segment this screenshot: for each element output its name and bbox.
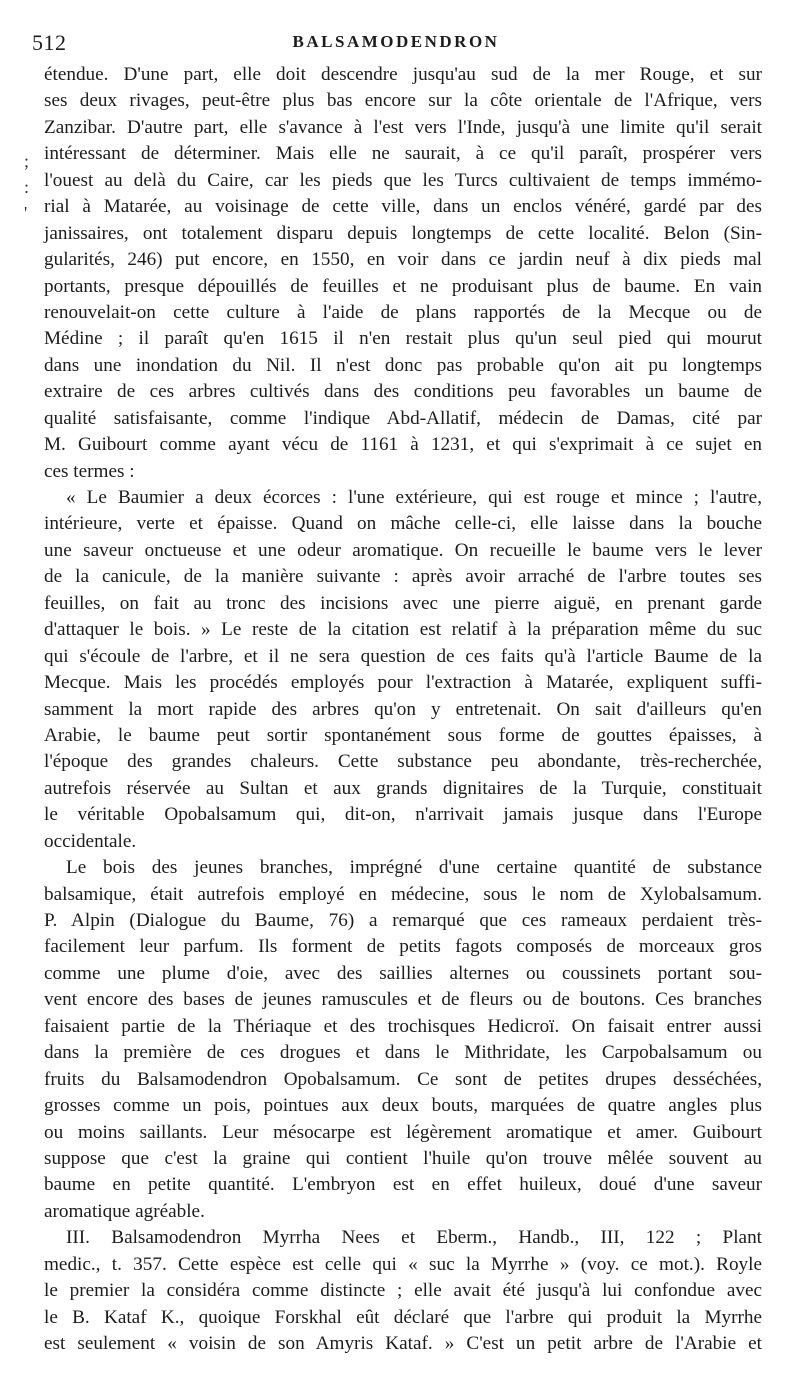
- margin-mark: ;: [24, 151, 30, 171]
- text-line: suppose que c'est la graine qui contient l'huile qu'on trouve mêlée souvent au: [44, 1147, 762, 1169]
- text-line: Mecque. Mais les procédés employés pour l'extraction à Matarée, expliquent suffi-: [44, 672, 762, 694]
- text-line: P. Alpin (Dialogue du Baume, 76) a remarqué que ces rameaux perdaient très-: [44, 910, 762, 931]
- text-line: d'attaquer le bois. » Le reste de la citation est relatif à la préparation même du suc: [44, 619, 762, 641]
- text-line: gularités, 246) put encore, en 1550, en voir dans ce jardin neuf à dix pieds mal: [44, 249, 762, 271]
- page-number: 512: [32, 30, 67, 55]
- text-line: facilement leur parfum. Ils forment de petits fagots composés de morceaux gros: [44, 936, 762, 958]
- text-line: baume en petite quantité. L'embryon est en effet huileux, doué d'une saveur: [44, 1174, 762, 1196]
- margin-mark: ': [24, 203, 28, 223]
- text-line: renouvelait-on cette culture à l'aide de plans rapportés de la Mecque ou de: [44, 301, 762, 323]
- text-line: Médine ; il paraît qu'en 1615 il n'en restait plus qu'un seul pied qui mourut: [44, 328, 762, 350]
- text-line: fruits du Balsamodendron Opobalsamum. Ce sont de petites drupes desséchées,: [44, 1068, 762, 1090]
- text-line: le B. Kataf K., quoique Forskhal eût déclaré que l'arbre qui produit la Myrrhe: [44, 1306, 762, 1328]
- text-line: aromatique agréable.: [44, 1200, 205, 1222]
- text-line: balsamique, était autrefois employé en médecine, sous le nom de Xylobalsamum.: [44, 883, 762, 905]
- text-line: le véritable Opobalsamum qui, dit-on, n'arrivait jamais jusque dans l'Europe: [44, 804, 762, 826]
- text-line: M. Guibourt comme ayant vécu de 1161 à 1231, et qui s'exprimait à ce sujet en: [44, 434, 762, 456]
- text-line: dans une inondation du Nil. Il n'est donc pas probable qu'on ait pu longtemps: [44, 354, 762, 376]
- text-line: qui s'écoule de l'arbre, et il ne sera question de ces faits qu'à l'article Baume de la: [44, 645, 762, 667]
- text-line: feuilles, on fait au tronc des incisions avec une pierre aiguë, en prenant garde: [44, 592, 762, 614]
- text-line: dans la première de ces drogues et dans le Mithridate, les Carpobalsamum ou: [44, 1042, 762, 1064]
- running-title: BALSAMODENDRON: [292, 32, 500, 51]
- text-line: ces termes :: [44, 460, 135, 482]
- text-line: autrefois réservée au Sultan et aux grands dignitaires de la Turquie, constituait: [44, 777, 762, 799]
- text-line: ses deux rivages, peut-être plus bas encore sur la côte orientale de l'Afrique, vers: [44, 90, 762, 112]
- margin-annotations: [24, 148, 29, 226]
- text-line: Arabie, le baume peut sortir spontanément sous forme de gouttes épaisses, à: [44, 724, 762, 746]
- text-line: le premier la considéra comme distincte ; elle avait été jusqu'à lui confondue avec: [44, 1280, 762, 1302]
- text-line: une saveur onctueuse et une odeur aromatique. On recueille le baume vers le lever: [44, 539, 762, 561]
- text-line: janissaires, ont totalement disparu depuis longtemps de cette localité. Belon (Sin-: [44, 222, 762, 244]
- text-line: l'ouest au delà du Caire, car les pieds que les Turcs cultivaient de temps immémo-: [44, 169, 762, 191]
- text-line: portants, presque dépouillés de feuilles et ne produisant plus de baume. En vain: [44, 275, 762, 297]
- text-line: comme une plume d'oie, avec des saillies alternes ou coussinets portant sou-: [44, 962, 762, 984]
- text-line: Le bois des jeunes branches, imprégné d'une certaine quantité de substance: [66, 857, 762, 879]
- text-line: qualité satisfaisante, comme l'indique Abd-Allatif, médecin de Damas, cité par: [44, 407, 762, 429]
- text-line: grosses comme un pois, pointues aux deux bouts, marquées de quatre angles plus: [44, 1095, 762, 1117]
- text-line: medic., t. 357. Cette espèce est celle qui « suc la Myrrhe » (voy. ce mot.). Royle: [44, 1253, 762, 1275]
- page-header: [32, 30, 760, 56]
- text-line: est seulement « voisin de son Amyris Kataf. » C'est un petit arbre de l'Arabie et: [44, 1333, 762, 1354]
- text-line: faisaient partie de la Thériaque et des trochisques Hedicroï. On faisait entrer aussi: [44, 1015, 762, 1037]
- text-line: ou moins saillants. Leur mésocarpe est légèrement aromatique et amer. Guibourt: [44, 1121, 762, 1143]
- text-line: intéressant de déterminer. Mais elle ne saurait, à ce qu'il paraît, prospérer vers: [44, 143, 762, 165]
- text-line: intérieure, verte et épaisse. Quand on mâche celle-ci, elle laisse dans la bouche: [44, 513, 762, 535]
- text-line: occidentale.: [44, 830, 137, 852]
- body-text: [44, 62, 762, 1357]
- text-line: étendue. D'une part, elle doit descendre jusqu'au sud de la mer Rouge, et sur: [44, 64, 762, 85]
- text-line: extraire de ces arbres cultivés dans des conditions peu favorables un baume de: [44, 381, 762, 403]
- text-line: « Le Baumier a deux écorces : l'une extérieure, qui est rouge et mince ; l'autre,: [66, 487, 762, 508]
- text-line: Zanzibar. D'autre part, elle s'avance à l'est vers l'Inde, jusqu'à une limite qu'il serait: [44, 116, 762, 138]
- margin-mark: :: [24, 177, 30, 197]
- text-line: rial à Matarée, au voisinage de cette ville, dans un enclos vénéré, gardé par des: [44, 196, 762, 218]
- text-line: de la canicule, de la manière suivante : après avoir arraché de l'arbre toutes ses: [44, 566, 762, 588]
- text-line: III. Balsamodendron Myrrha Nees et Eberm., Handb., III, 122 ; Plant: [66, 1227, 762, 1249]
- text-line: vent encore des bases de jeunes ramuscules et de fleurs ou de boutons. Ces branches: [44, 989, 762, 1011]
- text-line: l'époque des grandes chaleurs. Cette substance peu abondante, très-recherchée,: [44, 751, 762, 773]
- text-line: samment la mort rapide des arbres qu'on y entretenait. On sait d'ailleurs qu'en: [44, 698, 762, 720]
